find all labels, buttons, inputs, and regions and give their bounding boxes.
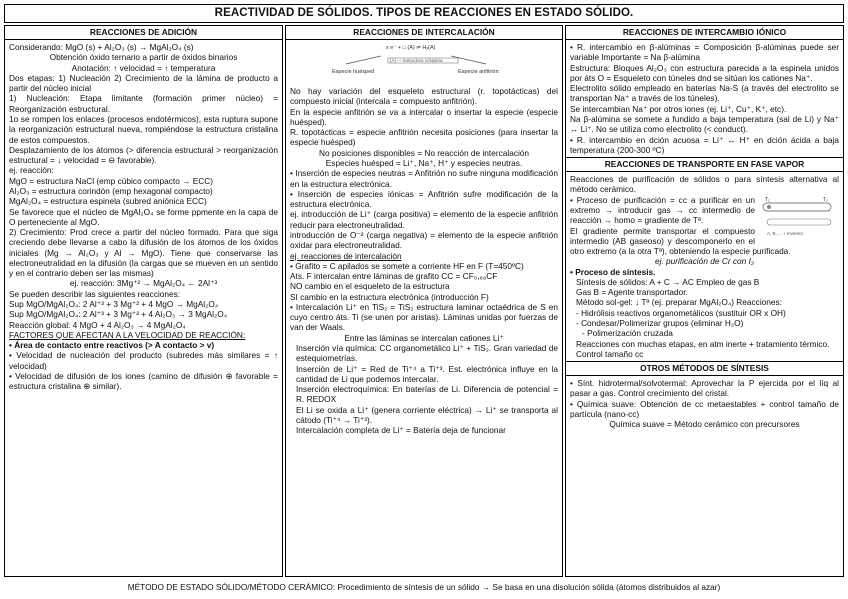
bullet-item: • Sínt. hidrotermal/solvotermal: Aprovechar la P ejercida por el líq al pasar a gas. Control crecimiento del cristal.: [570, 378, 839, 399]
column-heading-ion-exchange: REACCIONES DE INTERCAMBIO IÓNICO: [566, 26, 843, 40]
page-title: REACTIVIDAD DE SÓLIDOS. TIPOS DE REACCIONES EN ESTADO SÓLIDO.: [4, 4, 844, 23]
bullet-item: • Velocidad de nucleación del producto (subredes más similares = ↑ velocidad): [9, 350, 278, 371]
text-line: El Li se oxida a Li⁺ (genera corriente eléctrica) → Li⁺ se transporta al cátodo (Ti⁺⁴ → Ti⁺³).: [296, 404, 558, 425]
bullet-item: • Proceso de purificación = cc a purificar en un extremo → introducir gas → cc intermedio de reacción → homo = gradiente de Tª.: [570, 194, 755, 226]
text-line: Intercalación completa de Li⁺ = Batería deja de funcionar: [296, 425, 506, 436]
column-heading-intercalation: REACCIONES DE INTERCALACIÓN: [286, 26, 562, 40]
tube-shape: [763, 203, 831, 211]
text-line: Ats. F intercalan entre láminas de grafito CC = CF₀,₆₈CF: [290, 271, 498, 282]
footer-note: MÉTODO DE ESTADO SÓLIDO/MÉTODO CERÁMICO: Procedimiento de síntesis de un sólido → Se basa en una disolución sólida (átomos distribuidos al azar): [127, 582, 721, 592]
vapor-tube-diagram: [759, 195, 839, 241]
text-line: ej. introducción de Li⁺ (carga positiva) = elemento de la especie anfitrión reducir para electroneutralidad.: [290, 209, 558, 230]
text-line: ej. reacción:: [9, 165, 54, 176]
bullet-item: • Intercalación Li⁺ en TiS₂ = TiS₂ estructura laminar octaédrica de S en cuyo centro áts. Ti (se unen por aristas). Láminas unidas por fuerzas de van der Waals.: [290, 301, 558, 333]
tube-temp-2: T₂: [823, 196, 828, 203]
text-line: Obtención óxido ternario a partir de óxidos binarios: [49, 52, 238, 63]
text-line: SI cambio en la estructura electrónica (introducción F): [290, 291, 489, 302]
tube-caption: A, B, ... + Inventor: [767, 230, 804, 236]
text-line: 2) Crecimiento: Prod crece a partir del núcleo formado. Para que siga creciendo debe llevarse a cabo la difusión de los átomos de los óxidos iniciales (Mg → Al₂O₃ y Al → MgO). Tiene que conservarse las electroneutralidad en la difusión (la cargas que se mueven en un sentido y en el contrario deben ser las mismas): [9, 227, 278, 279]
section-heading-vapor: REACCIONES DE TRANSPORTE EN FASE VAPOR: [566, 158, 843, 172]
bullet-item: • Química suave: Obtención de cc metaestables + control tamaño de partícula (nano-cc): [570, 398, 839, 419]
bullet-item: • Velocidad de difusión de los iones (camino de difusión ⊕ favorable = estructura cristalina ⊕ similar).: [9, 371, 278, 392]
text-line: Especies huésped = Li⁺, Na⁺, H⁺ y especies neutras.: [325, 157, 523, 168]
text-line: ej. purificación de Cr con I₂: [654, 256, 755, 267]
intercalation-diagram: [286, 40, 562, 86]
text-line: introducción de O⁻² (carga negativa) = elemento de la especie anfitrión oxidar para electroneutralidad.: [290, 229, 558, 251]
text-line: 1) Nucleación: Etapa limitante (formación primer núcleo) = Reorganización estructural.: [9, 93, 278, 114]
text-line: Método sol-gel: ↓ Tª (ej. preparar MgAl₂O₄) Reacciones:: [576, 297, 782, 308]
text-line: Sup MgO/MgAl₂O₄: 2 Al⁺³ + 3 Mg⁺² + 4 MgO → MgAl₂O₄: [9, 299, 219, 310]
text-line: No hay variación del esqueleto estructural (r. topotácticas) del compuesto inicial (intercala = compuesto anfitrión).: [290, 86, 558, 107]
text-line: Se intercambian Na⁺ por otros iones (ej. Li⁺, Cu⁺, K⁺, etc).: [570, 103, 787, 114]
bullet-item: • Grafito = C apilados se somete a corriente HF en F (T=450ºC): [290, 260, 524, 271]
subheading-examples: ej. reacciones de intercalación: [290, 250, 402, 261]
bullet-item: • Área de contacto entre reactivos (> A contacto > v): [9, 340, 215, 351]
text-line: Gas B = Agente transportador.: [576, 287, 688, 298]
text-line: NO cambio en el esqueleto de la estructura: [290, 281, 450, 292]
text-line: No posiciones disponibles = No reacción de intercalación: [318, 147, 530, 158]
tube-temp-1: T₁: [765, 196, 770, 203]
text-line: Anotación: ↑ velocidad = ↑ temperatura: [71, 62, 216, 73]
diagram-guest-label: Especie huésped: [332, 69, 375, 75]
diagram-structure-label: (A) — Estructura cristalina: [390, 58, 443, 63]
text-line: Entre las láminas se intercalan cationes Li⁺: [344, 332, 504, 343]
text-line: Electrolito sólido empleado en baterías Na-S (a través del electrolito se transportan Na⁺ a través de los túneles).: [570, 83, 839, 104]
text-line: En la especie anfitrión se va a intercalar o insertar la especie (especie huésped).: [290, 106, 558, 127]
text-line: Inserción electroquímica: En baterías de Li. Diferencia de potencial = R. REDOX: [296, 384, 558, 405]
text-line: Se pueden describir las siguientes reacciones:: [9, 288, 181, 299]
text-line: Inserción vía química: CC organometálico Li⁺ + TiS₂. Gran variedad de estequiometrías.: [296, 343, 558, 364]
text-line: - Condesar/Polimerizar grupos (eliminar H₂O): [576, 318, 744, 329]
text-line: Al₂O₃ = estructura corindón (emp hexagonal compacto): [9, 185, 213, 196]
text-line: MgO = estructura NaCl (emp cúbico compacto → ECC): [9, 175, 214, 186]
text-line: - Hidrólisis reactivos organometálicos (sustituir OR x OH): [576, 307, 786, 318]
subheading-factors: FACTORES QUE AFECTAN A LA VELOCIDAD DE REACCIÓN:: [9, 329, 246, 340]
text-line: Síntesis de sólidos: A + C → AC Empleo de gas B: [576, 276, 760, 287]
text-line: - Polimerización cruzada: [582, 328, 673, 339]
column-heading-addition: REACCIONES DE ADICIÓN: [5, 26, 282, 40]
bullet-item: • Inserción de especies neutras = Anfitrión no sufre ninguna modificación en la estructura electrónica.: [290, 168, 558, 189]
text-line: Reacciones de purificación de sólidos o para síntesis alternativa al método cerámico.: [570, 174, 839, 195]
text-line: Reacción global: 4 MgO + 4 Al₂O₃ → 4 MgAl₂O₄: [9, 319, 186, 330]
bullet-item: • R. intercambio en dción acuosa = Li⁺ ↔ H⁺ en dción ácida a baja temperatura (200-300 ºC): [570, 134, 839, 155]
text-line: ej. reacción: 3Mg⁺² → MgAl₂O₄ ← 2Al⁺³: [69, 278, 218, 289]
text-line: Reacciones con muchas etapas, en atm inerte + tratamiento térmico. Control tamaño cc: [576, 338, 830, 359]
diagram-line: [346, 56, 381, 64]
column-ion-exchange: [565, 25, 844, 577]
text-line: Sup MgO/MgAl₂O₄: 2 Al⁺³ + 3 Mg⁺² + 4 Al₂O₃ → 3 MgAl₂O₄: [9, 309, 228, 320]
text-line: Inserción de Li⁺ = Red de Ti⁺⁴ a Ti⁺³. Est. electrónica influye en la cantidad de Li que podemos intercalar.: [296, 363, 558, 384]
text-line: Química suave = Método cerámico con precursores: [609, 419, 800, 430]
section-other-methods: [566, 361, 843, 429]
diagram-equation: x e⁻ + □ (A) ⇌ Hₓ(A): [386, 45, 436, 51]
column-addition: [4, 25, 283, 577]
text-line: Se favorece que el núcleo de MgAl₂O₄ se forme ppmente en la capa de O perteneciente al MgO.: [9, 206, 278, 227]
diagram-host-label: Especie anfitrión: [458, 69, 499, 75]
text-line: Considerando: MgO (s) + Al₂O₃ (s) → MgAl₂O₄ (s): [9, 42, 194, 52]
solid-sample: [767, 205, 771, 209]
text-line: Estructura: Bloques Al₂O₃ con estructura parecida a la espinela unidos por áts O = Esqueleto con túneles dnd se sitúan los cationes Na⁺.: [570, 62, 839, 83]
bullet-item: • Proceso de síntesis.: [570, 266, 656, 277]
text-line: El gradiente permite transportar el compuesto intermedio (AB gaseoso) y descomponerlo en el otro extremo (a la otra Tª), obteniendo la especie purificada.: [570, 225, 791, 257]
study-sheet: [4, 4, 844, 595]
text-line: 1o se rompen los enlaces (procesos endotérmicos), esta ruptura supone la reorganización estructural nueva, rompiéndose la estructura cristalina de estos compuestos.: [9, 113, 278, 145]
section-heading-other: OTROS MÉTODOS DE SÍNTESIS: [566, 362, 843, 376]
tube-shape: [767, 219, 831, 225]
text-line: Desplazamiento de los átomos (> diferencia estructural > reorganización estructural = ↓ velocidad = ⊖ favorable).: [9, 144, 278, 166]
bullet-item: • R. intercambio en β-alúminas = Composición β-alúminas puede ser variable Importante = Na β-alúmina: [570, 42, 839, 63]
text-line: MgAl₂O₄ = estructura espinela (subred aniónica ECC): [9, 196, 207, 207]
text-line: Dos etapas: 1) Nucleación 2) Crecimiento de la lámina de producto a partir del núcleo inicial: [9, 72, 278, 94]
section-vapor-transport: [566, 157, 843, 359]
bullet-item: • Inserción de especies iónicas = Anfitrión sufre modificación de la estructura electrónica.: [290, 188, 558, 210]
column-intercalation: [285, 25, 563, 577]
text-line: R. topotácticas = especie anfitrión necesita posiciones (para insertar la especie huésped): [290, 127, 558, 148]
text-line: Na β-alúmina se somete a fundido a baja temperatura (sal de Li) y Na⁺ ↔ Li⁺. No se utiliza como electrolito (< conduct).: [570, 113, 839, 135]
